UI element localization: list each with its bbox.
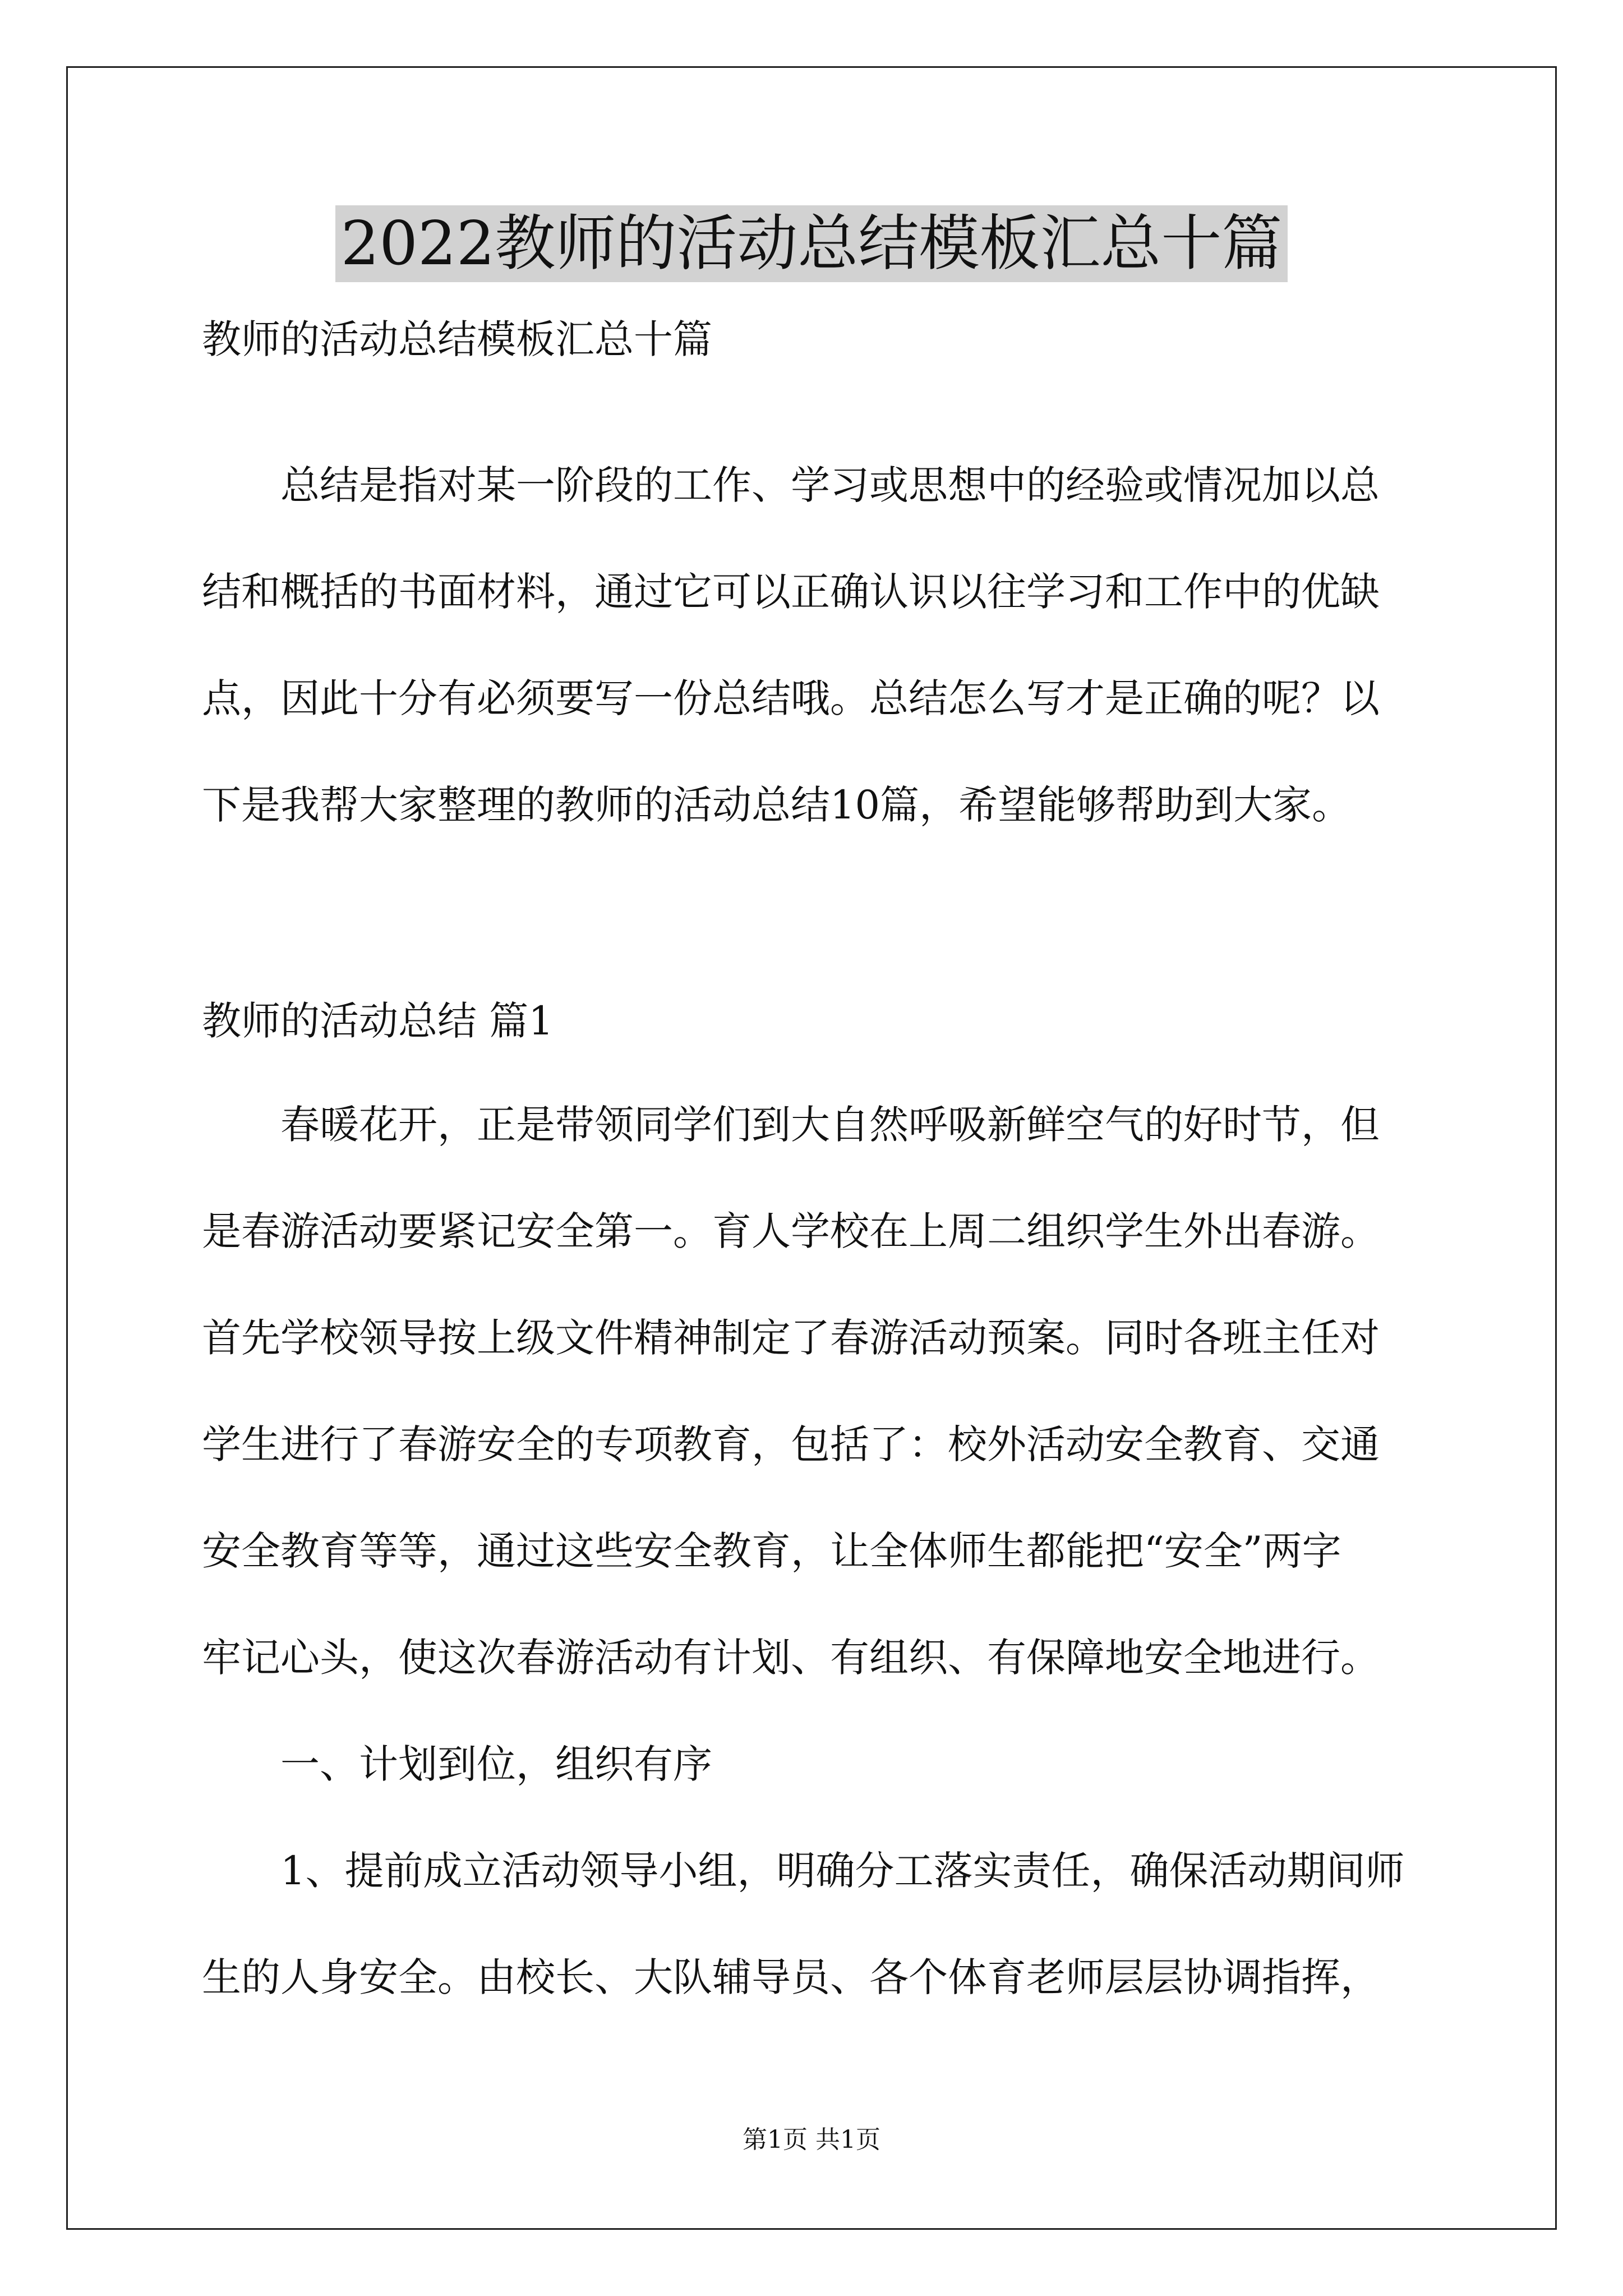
- page-footer: 第1页 共1页: [743, 2125, 880, 2154]
- body-line-3: 首先学校领导按上级文件精神制定了春游活动预案。同时各班主任对: [202, 1315, 1380, 1361]
- intro-line-3: 点，因此十分有必须要写一份总结哦。总结怎么写才是正确的呢？以: [202, 675, 1380, 721]
- body-line-5: 安全教育等等，通过这些安全教育，让全体师生都能把“安全”两字: [202, 1528, 1341, 1574]
- intro-line-2: 结和概括的书面材料，通过它可以正确认识以往学习和工作中的优缺: [202, 569, 1380, 615]
- subheading: 一、计划到位，组织有序: [280, 1741, 712, 1787]
- subtitle: 教师的活动总结模板汇总十篇: [202, 316, 712, 362]
- body-line-2: 是春游活动要紧记安全第一。育人学校在上周二组织学生外出春游。: [202, 1208, 1380, 1254]
- body-line-1: 春暖花开，正是带领同学们到大自然呼吸新鲜空气的好时节，但: [280, 1102, 1380, 1148]
- section-heading: 教师的活动总结 篇1: [202, 998, 554, 1044]
- item-line-2: 生的人身安全。由校长、大队辅导员、各个体育老师层层协调指挥，: [202, 1954, 1380, 2000]
- intro-line-4: 下是我帮大家整理的教师的活动总结10篇，希望能够帮助到大家。: [202, 782, 1352, 828]
- body-line-6: 牢记心头，使这次春游活动有计划、有组织、有保障地安全地进行。: [202, 1635, 1380, 1681]
- item-line-1: 1、提前成立活动领导小组，明确分工落实责任，确保活动期间师: [280, 1848, 1405, 1894]
- intro-line-1: 总结是指对某一阶段的工作、学习或思想中的经验或情况加以总: [280, 462, 1380, 508]
- document-title: 2022教师的活动总结模板汇总十篇: [0, 202, 1623, 286]
- body-line-4: 学生进行了春游安全的专项教育，包括了：校外活动安全教育、交通: [202, 1421, 1380, 1467]
